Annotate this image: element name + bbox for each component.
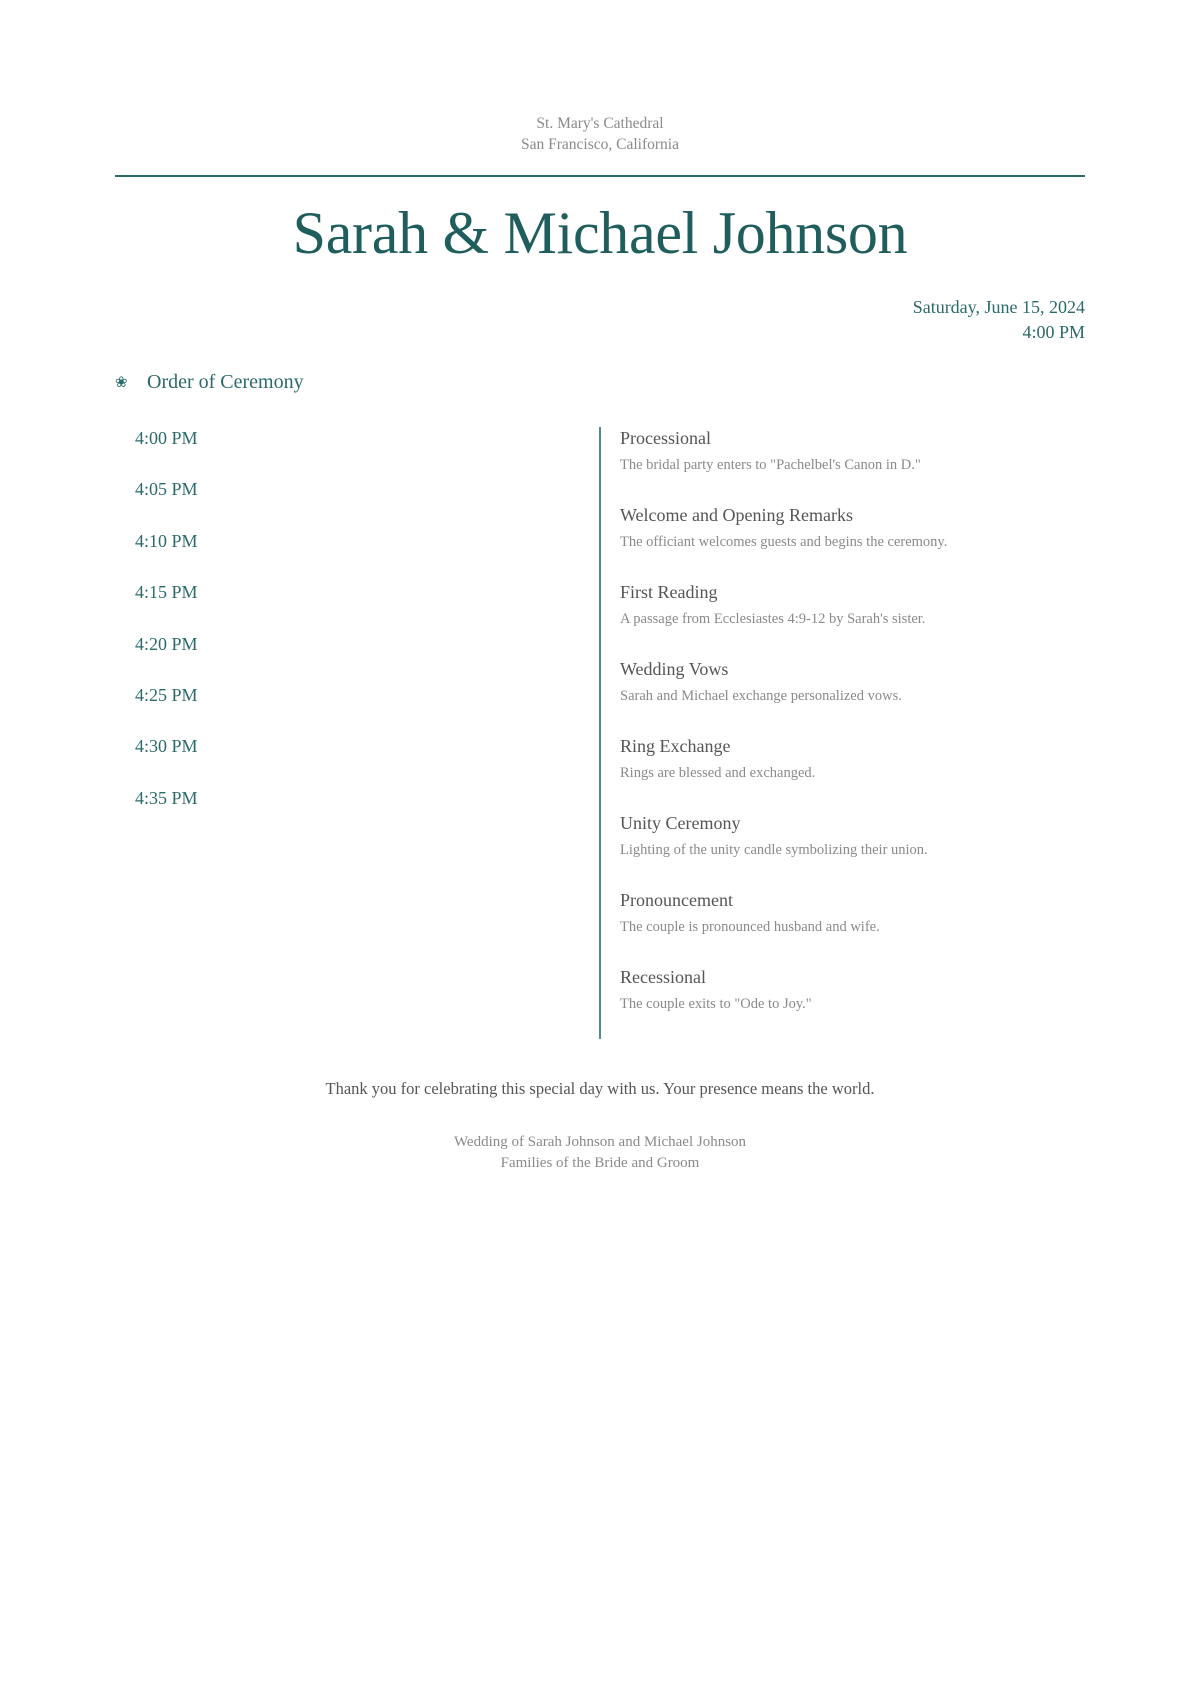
event-description: Lighting of the unity candle symbolizing their union. xyxy=(620,842,928,858)
couple-title: Sarah & Michael Johnson xyxy=(292,200,908,266)
event-title: Pronouncement xyxy=(620,890,733,910)
program-event xyxy=(620,657,1080,734)
program-time: 4:35 PM xyxy=(135,787,198,808)
program-event xyxy=(620,426,1080,503)
venue-name: St. Mary's Cathedral xyxy=(536,115,664,132)
program-event xyxy=(620,965,1080,1042)
event-description: The couple is pronounced husband and wife. xyxy=(620,919,880,935)
event-title: Unity Ceremony xyxy=(620,813,741,833)
program-time: 4:25 PM xyxy=(135,684,198,705)
footer xyxy=(115,1132,1085,1174)
timeline-divider xyxy=(599,427,601,1039)
event-description: The bridal party enters to "Pachelbel's Canon in D." xyxy=(620,457,921,473)
program-events xyxy=(620,426,1080,1042)
event-title: Processional xyxy=(620,428,711,448)
program-times xyxy=(135,426,198,837)
venue xyxy=(115,113,1085,155)
event-description: The couple exits to "Ode to Joy." xyxy=(620,996,812,1012)
event-title: First Reading xyxy=(620,582,718,602)
program-event xyxy=(620,503,1080,580)
header-divider xyxy=(115,175,1085,177)
footer-line-1: Wedding of Sarah Johnson and Michael Johnson xyxy=(453,1134,747,1150)
event-description: Sarah and Michael exchange personalized vows. xyxy=(620,688,902,704)
program-event xyxy=(620,888,1080,965)
thank-you-message: Thank you for celebrating this special day with us. Your presence means the world. xyxy=(325,1079,875,1098)
section-title: Order of Ceremony xyxy=(147,371,304,393)
event-description: Rings are blessed and exchanged. xyxy=(620,765,816,781)
event-datetime xyxy=(913,295,1085,345)
flower-icon: ❀ xyxy=(115,375,128,391)
event-title: Ring Exchange xyxy=(620,736,731,756)
event-time: 4:00 PM xyxy=(1022,322,1085,342)
event-title: Recessional xyxy=(620,967,706,987)
program-time: 4:30 PM xyxy=(135,736,198,757)
footer-line-2: Families of the Bride and Groom xyxy=(500,1155,700,1171)
event-description: The officiant welcomes guests and begins the ceremony. xyxy=(620,534,948,550)
program-event xyxy=(620,580,1080,657)
program-time: 4:15 PM xyxy=(135,582,198,603)
program-time: 4:05 PM xyxy=(135,479,198,500)
program-event xyxy=(620,811,1080,888)
program-time: 4:10 PM xyxy=(135,530,198,551)
venue-location: San Francisco, California xyxy=(521,136,679,153)
program-event xyxy=(620,734,1080,811)
event-date: Saturday, June 15, 2024 xyxy=(912,297,1085,317)
event-title: Welcome and Opening Remarks xyxy=(620,505,853,525)
event-title: Wedding Vows xyxy=(620,659,729,679)
program-time: 4:20 PM xyxy=(135,633,198,654)
event-description: A passage from Ecclesiastes 4:9-12 by Sarah's sister. xyxy=(620,611,926,627)
section-heading xyxy=(115,371,304,394)
program-time: 4:00 PM xyxy=(135,428,198,448)
